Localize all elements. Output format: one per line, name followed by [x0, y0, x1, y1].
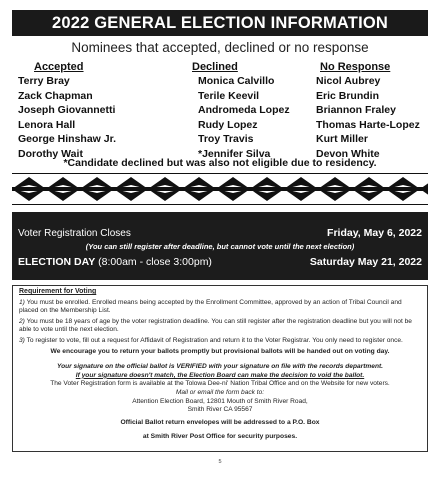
registration-label: Voter Registration Closes — [18, 228, 131, 239]
list-item: Rudy Lopez — [198, 118, 258, 131]
list-item: Lenora Hall — [18, 118, 76, 131]
registration-note: (You can still register after deadline, but cannot vote until the next election) — [85, 242, 355, 251]
page-subtitle: Nominees that accepted, declined or no response — [71, 40, 369, 55]
list-item: Nicol Aubrey — [316, 75, 381, 87]
requirement-2-number: 2) — [19, 317, 25, 325]
no-response-list — [316, 74, 420, 162]
ballot-encouragement: We encourage you to return your ballots promptly but provisional ballots will be handed out on voting day. — [50, 347, 390, 355]
pattern-center-band — [12, 187, 428, 191]
list-item: Kurt Miller — [316, 133, 368, 146]
election-day-hours: (8:00am - close 3:00pm) — [95, 256, 212, 268]
return-envelope-note: Official Ballot return envelopes will be addressed to a P.O. Box — [120, 418, 320, 426]
list-item: Andromeda Lopez — [198, 104, 290, 117]
election-dates-panel — [12, 212, 428, 280]
list-item: Briannon Fraley — [316, 104, 396, 117]
declined-list — [198, 74, 290, 162]
list-item: *Jennifer Silva — [198, 147, 271, 160]
list-item: Monica Calvillo — [198, 75, 275, 87]
address-line-2: Smith River CA 95567 — [187, 406, 253, 414]
list-item: Thomas Harte-Lopez — [316, 118, 420, 131]
mail-instruction: Mail or email the form back to: — [175, 388, 265, 396]
residency-footnote: *Candidate declined but was also not eligible due to residency. — [63, 157, 377, 169]
list-item: Eric Brundin — [316, 89, 380, 102]
election-day-label: ELECTION DAY — [18, 256, 96, 268]
accepted-heading: Accepted — [34, 61, 84, 73]
requirement-3-text: To register to vote, fill out a request for Affidavit of Registration and return it to the Voter Registrar. You only need to register once. — [24, 336, 403, 344]
page-title: 2022 GENERAL ELECTION INFORMATION — [12, 10, 428, 36]
decorative-pattern-band — [12, 172, 428, 206]
list-item: Terry Bray — [18, 75, 70, 87]
requirement-2 — [19, 318, 421, 335]
list-item: Devon White — [316, 147, 380, 160]
election-day-line — [18, 256, 212, 268]
requirement-3 — [19, 337, 421, 346]
signature-verification: Your signature on the official ballot is VERIFIED with your signature on file with the records department. — [56, 363, 384, 371]
requirement-2-text: You must be 18 years of age by the voter registration deadline. You can still register after the registration deadline but you will not be able to vote until the next election. — [19, 317, 412, 334]
list-item: Joseph Giovannetti — [18, 104, 116, 117]
form-availability: The Voter Registration form is available at the Tolowa Dee-ni' Nation Tribal Office and on the Website for new voters. — [50, 380, 390, 388]
election-day-date: Saturday May 21, 2022 — [309, 256, 422, 268]
registration-date: Friday, May 6, 2022 — [327, 227, 422, 239]
signature-mismatch-warning: If your signature doesn't match, the Election Board can make the decision to void the ballot. — [75, 371, 365, 379]
requirement-1-number: 1) — [19, 298, 25, 306]
accepted-list — [18, 74, 116, 162]
list-item: Dorothy Wait — [18, 147, 83, 160]
list-item: George Hinshaw Jr. — [18, 133, 117, 146]
list-item: Troy Travis — [198, 133, 254, 146]
address-line-1: Attention Election Board, 12801 Mouth of Smith River Road, — [132, 397, 308, 405]
voting-requirements-panel — [12, 285, 428, 452]
requirement-1-text: You must be enrolled. Enrolled means being accepted by the Enrollment Committee, approved by an action of Tribal Council and placed on the Membership List. — [19, 298, 402, 315]
list-item: Zack Chapman — [18, 89, 93, 102]
post-office-note: at Smith River Post Office for security purposes. — [142, 433, 298, 441]
requirements-title: Requirement for Voting — [19, 288, 97, 295]
requirement-1 — [19, 299, 421, 316]
declined-heading: Declined — [192, 61, 238, 73]
page-number: 5 — [218, 459, 222, 465]
no-response-heading: No Response — [320, 61, 391, 73]
requirement-3-number: 3) — [19, 336, 25, 344]
list-item: Terile Keevil — [198, 89, 260, 102]
